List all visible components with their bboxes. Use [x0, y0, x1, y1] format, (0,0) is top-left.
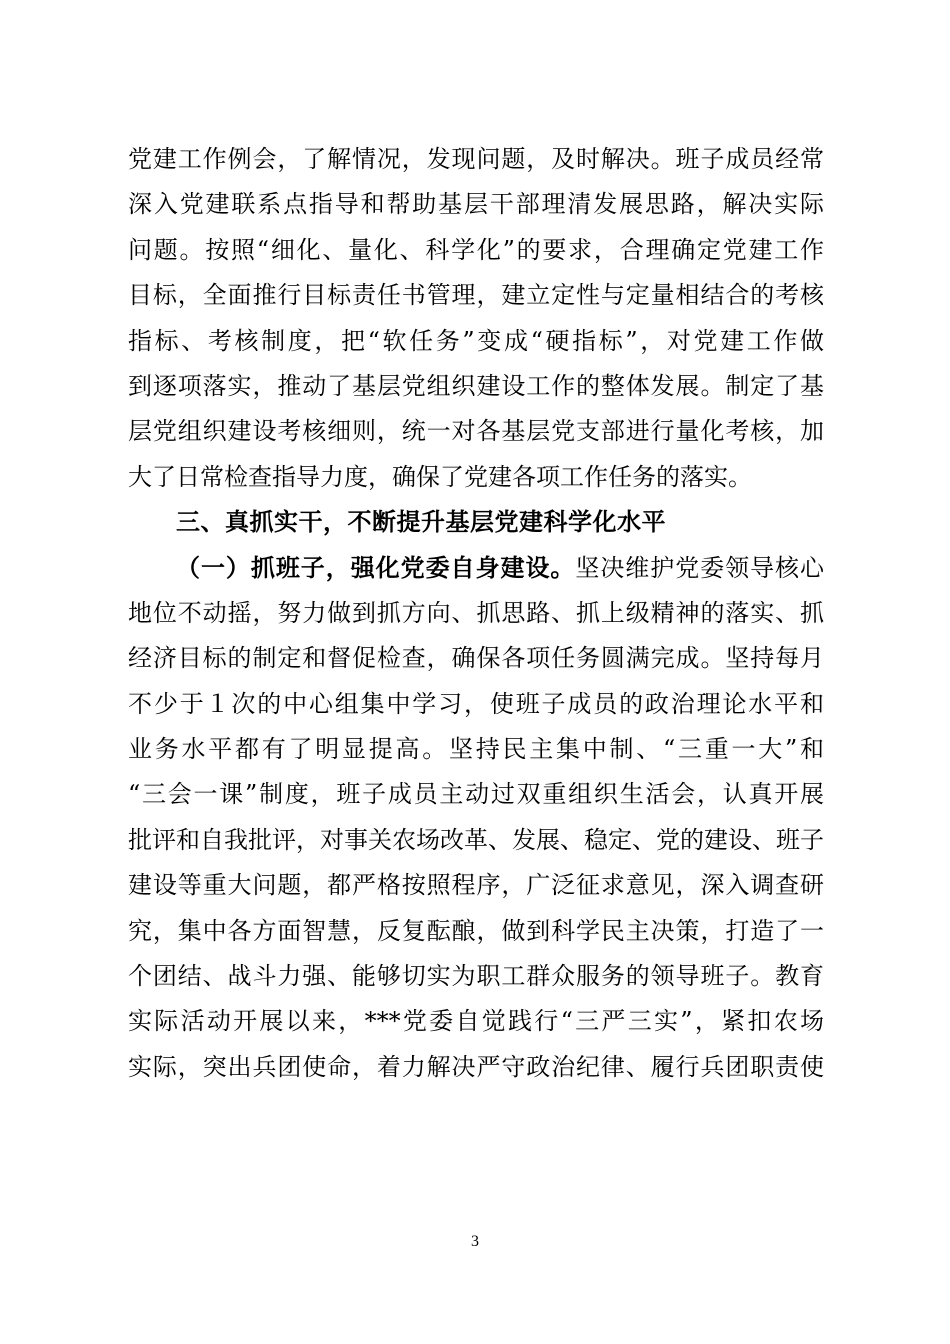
text-line: 到逐项落实，推动了基层党组织建设工作的整体发展。制定了基: [128, 371, 824, 400]
text-line: 深入党建联系点指导和帮助基层干部理清发展思路，解决实际: [128, 190, 824, 219]
text-line: [128, 551, 824, 585]
text-line: 究，集中各方面智慧，反复酝酿，做到科学民主决策，打造了一: [128, 916, 824, 945]
text-line: 党建工作例会，了解情况，发现问题，及时解决。班子成员经常: [128, 145, 824, 173]
text-line: 建设等重大问题，都严格按照程序，广泛征求意见，深入调查研: [128, 871, 824, 900]
paragraph-party-building-meetings: [128, 142, 824, 494]
text-line: 个团结、战斗力强、能够切实为职工群众服务的领导班子。教育: [128, 962, 824, 991]
text-line: 目标，全面推行目标责任书管理，建立定性与定量相结合的考核: [128, 281, 824, 310]
page-number: 3: [471, 1233, 479, 1250]
text-line: 层党组织建设考核细则，统一对各基层党支部进行量化考核，加: [128, 417, 824, 446]
text-line: 不少于１次的中心组集中学习，使班子成员的政治理论水平和: [128, 689, 824, 718]
text-line: 实际活动开展以来，***党委自觉践行“三严三实”，紧扣农场: [128, 1007, 824, 1036]
text-line: 经济目标的制定和督促检查，确保各项任务圆满完成。坚持每月: [128, 644, 824, 673]
text-line: 指标、考核制度，把“软任务”变成“硬指标”，对党建工作做: [128, 326, 824, 355]
text-line: 大了日常检查指导力度，确保了党建各项工作任务的落实。: [128, 462, 752, 491]
text-line: 实际，突出兵团使命，着力解决严守政治纪律、履行兵团职责使: [128, 1052, 824, 1081]
subsection-lead: （一）抓班子，强化党委自身建设。: [176, 553, 576, 582]
text-line: 业务水平都有了明显提高。坚持民主集中制、“三重一大”和: [128, 735, 824, 764]
text-line: “三会一课”制度，班子成员主动过双重组织生活会，认真开展: [128, 780, 824, 809]
document-page: [128, 142, 824, 1095]
text-span: 坚决维护党委领导核心: [575, 553, 824, 582]
paragraph-leadership-team: [128, 551, 824, 1084]
section-heading: 三、真抓实干，不断提升基层党建科学化水平: [176, 508, 666, 537]
text-line: 批评和自我批评，对事关农场改革、发展、稳定、党的建设、班子: [128, 825, 824, 854]
text-line: 问题。按照“细化、量化、科学化”的要求，合理确定党建工作: [128, 235, 824, 264]
text-line: 地位不动摇，努力做到抓方向、抓思路、抓上级精神的落实、抓: [128, 598, 824, 627]
